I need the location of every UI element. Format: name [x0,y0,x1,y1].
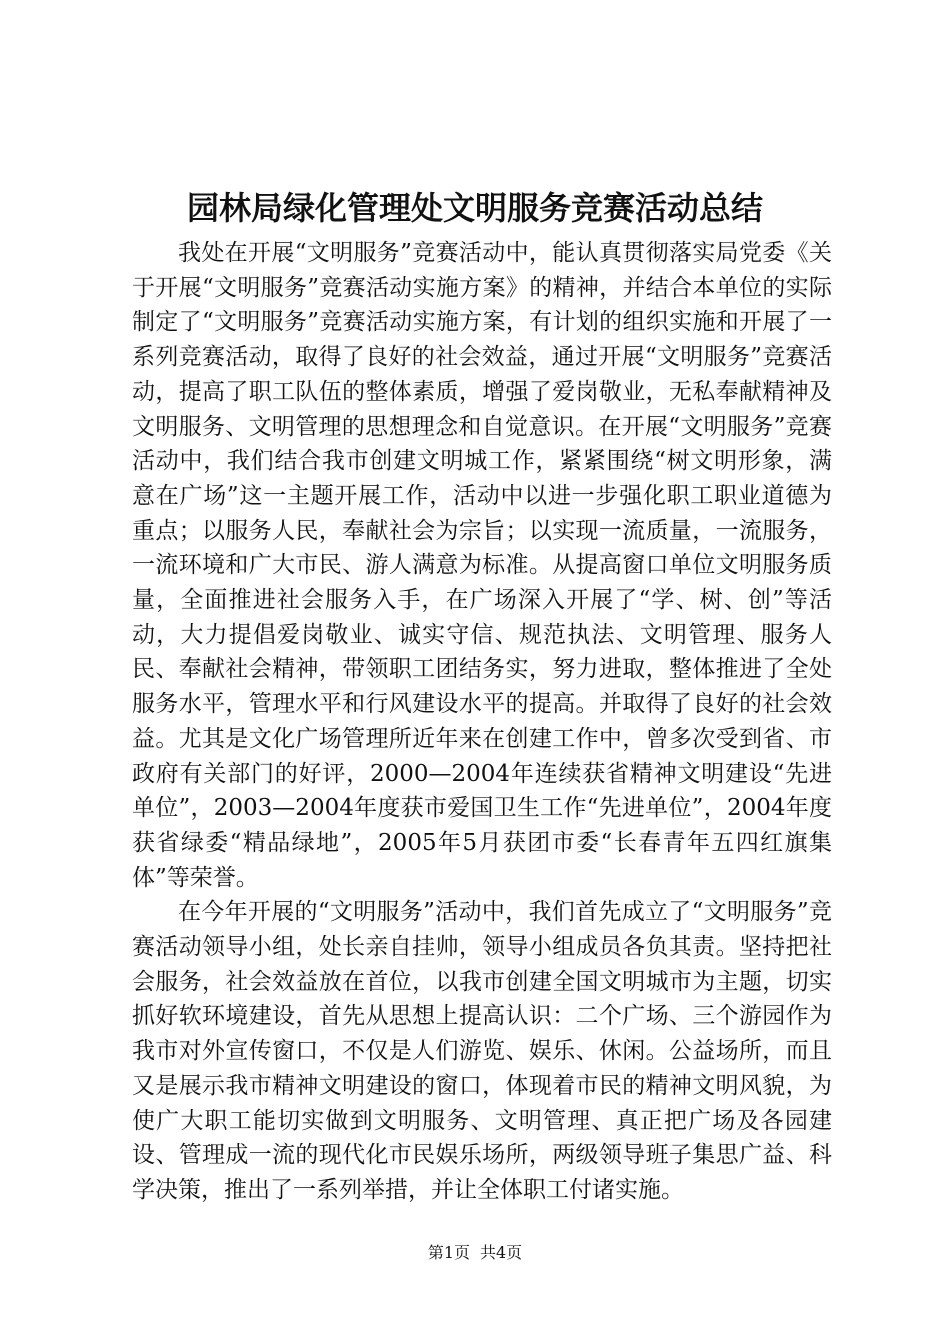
page-footer [0,1242,950,1264]
document-body [132,236,832,1208]
page-number-current: 第1页 [427,1243,470,1262]
paragraph-1: 我处在开展“文明服务”竞赛活动中，能认真贯彻落实局党委《关于开展“文明服务”竞赛活动实施方案》的精神，并结合本单位的实际制定了“文明服务”竞赛活动实施方案，有计划的组织实施和开展了一系列竞赛活动，取得了良好的社会效益，通过开展“文明服务”竞赛活动，提高了职工队伍的整体素质，增强了爱岗敬业，无私奉献精神及文明服务、文明管理的思想理念和自觉意识。在开展“文明服务”竞赛活动中，我们结合我市创建文明城工作，紧紧围绕“树文明形象，满意在广场”这一主题开展工作，活动中以进一步强化职工职业道德为重点；以服务人民，奉献社会为宗旨；以实现一流质量，一流服务，一流环境和广大市民、游人满意为标准。从提高窗口单位文明服务质量，全面推进社会服务入手，在广场深入开展了“学、树、创”等活动，大力提倡爱岗敬业、诚实守信、规范执法、文明管理、服务人民、奉献社会精神，带领职工团结务实，努力进取，整体推进了全处服务水平，管理水平和行风建设水平的提高。并取得了良好的社会效益。尤其是文化广场管理所近年来在创建工作中，曾多次受到省、市政府有关部门的好评，2000—2004年连续获省精神文明建设“先进单位”，2003—2004年度获市爱国卫生工作“先进单位”，2004年度获省绿委“精品绿地”，2005年5月获团市委“长春青年五四红旗集体”等荣誉。 [132,240,832,891]
paragraph-2: 在今年开展的“文明服务”活动中，我们首先成立了“文明服务”竞赛活动领导小组，处长亲自挂帅，领导小组成员各负其责。坚持把社会服务，社会效益放在首位，以我市创建全国文明城市为主题，切实抓好软环境建设，首先从思想上提高认识：二个广场、三个游园作为我市对外宣传窗口，不仅是人们游览、娱乐、休闲。公益场所，而且又是展示我市精神文明建设的窗口，体现着市民的精神文明风貌，为使广大职工能切实做到文明服务、文明管理、真正把广场及各园建设、管理成一流的现代化市民娱乐场所，两级领导班子集思广益、科学决策，推出了一系列举措，并让全体职工付诸实施。 [132,899,832,1203]
page-number-total: 共4页 [480,1243,523,1262]
document-title: 园林局绿化管理处文明服务竞赛活动总结 [186,189,763,227]
